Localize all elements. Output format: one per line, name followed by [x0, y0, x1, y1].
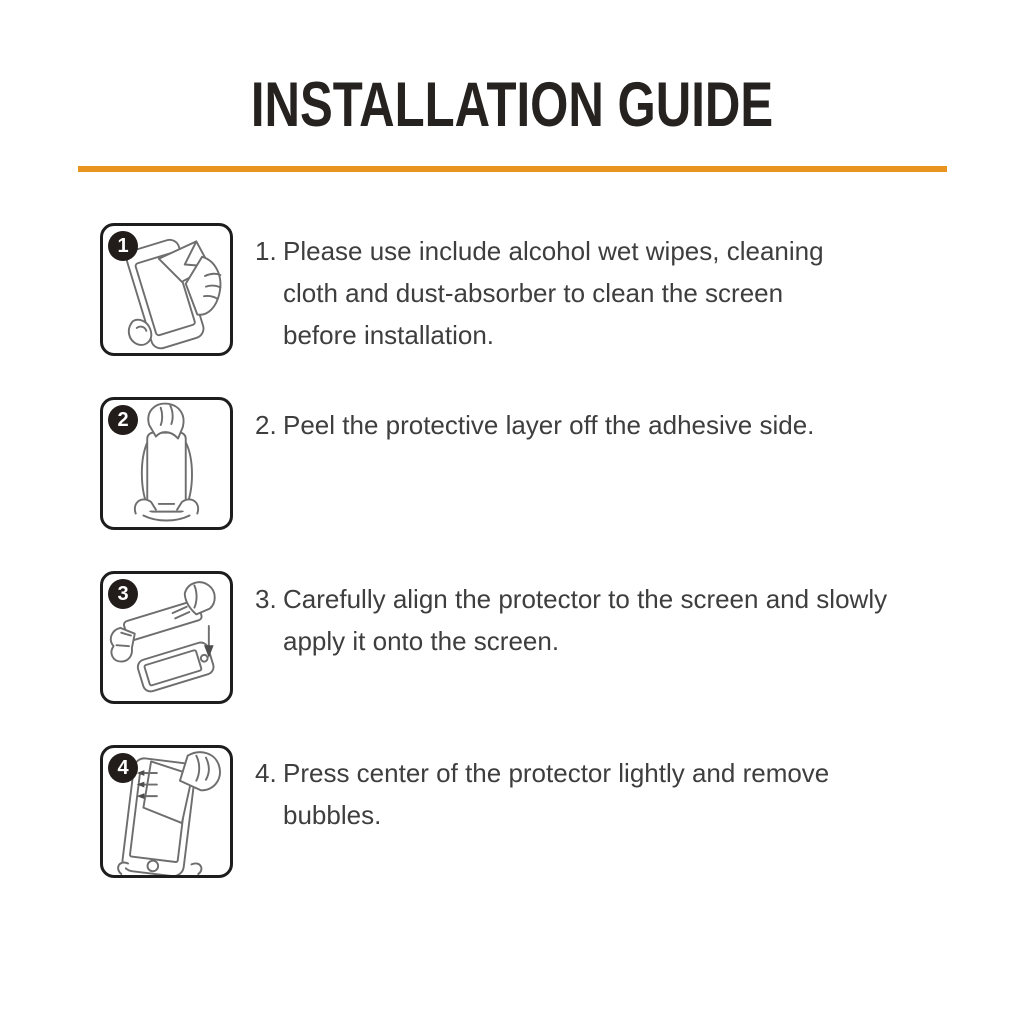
steps-list [100, 223, 1024, 878]
step4-line2: bubbles. [283, 800, 382, 830]
step1-text [255, 223, 824, 356]
step1-marker: 1. [255, 236, 277, 266]
step4-lines [283, 752, 829, 836]
step4-line1: Press center of the protector lightly and remove [283, 758, 830, 788]
step2-number-badge: 2 [108, 405, 138, 435]
step3-line2: apply it onto the screen. [283, 626, 560, 656]
step1-line2: cloth and dust-absorber to clean the screen [283, 278, 784, 308]
step3-lines [283, 578, 887, 662]
step3-marker: 3. [255, 584, 277, 614]
step1-lines [283, 230, 824, 356]
step-row-2 [100, 397, 1024, 530]
step-row-4 [100, 745, 1024, 878]
step1-number-badge: 1 [108, 231, 138, 261]
step2-lines [283, 404, 814, 446]
step3-number-badge: 3 [108, 579, 138, 609]
step4-text [255, 745, 829, 836]
step2-text [255, 397, 814, 446]
step4-illustration-box [100, 745, 233, 878]
step4-number-badge: 4 [108, 753, 138, 783]
step1-line1: Please use include alcohol wet wipes, cleaning [283, 236, 824, 266]
step3-text [255, 571, 887, 662]
step3-line1: Carefully align the protector to the screen and slowly [283, 584, 888, 614]
step4-marker: 4. [255, 758, 277, 788]
step-row-1 [100, 223, 1024, 356]
step2-illustration-box [100, 397, 233, 530]
step1-line3: before installation. [283, 320, 495, 350]
step1-illustration-box [100, 223, 233, 356]
accent-divider [78, 166, 947, 172]
step3-illustration-box [100, 571, 233, 704]
step-row-3 [100, 571, 1024, 704]
page-title: INSTALLATION GUIDE [250, 70, 774, 140]
step2-line1: Peel the protective layer off the adhesive side. [283, 410, 815, 440]
step2-marker: 2. [255, 410, 277, 440]
